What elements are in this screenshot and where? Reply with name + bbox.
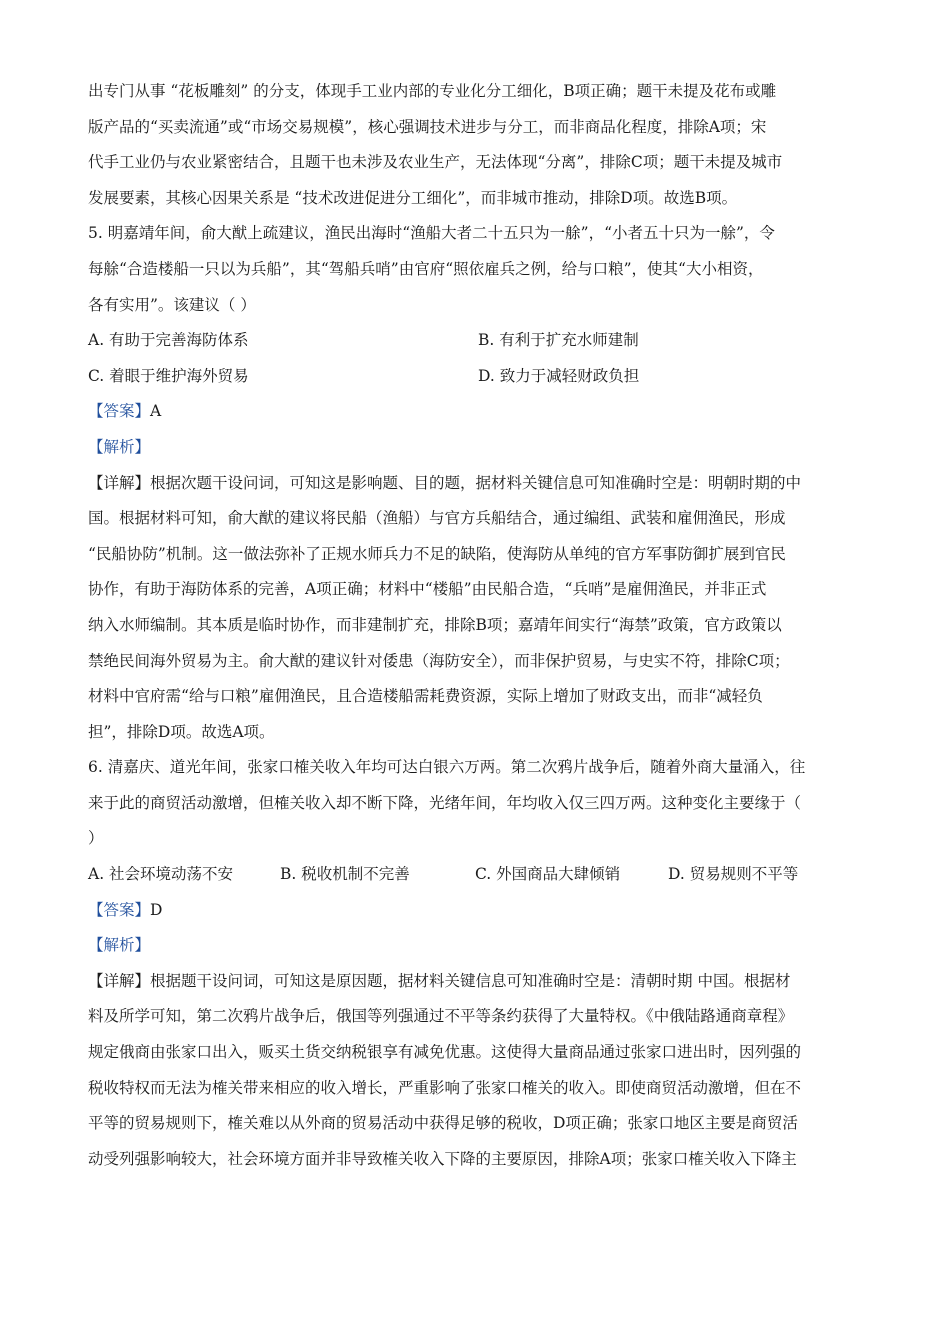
answer-tag: 【答案】: [88, 402, 151, 421]
detail-line: [88, 466, 868, 502]
detail-line: 规定俄商由张家口出入，贩买土货交纳税银享有减免优惠。这使得大量商品通过张家口进出时，因列强的: [88, 1043, 802, 1062]
question-5: [88, 216, 868, 750]
question-stem-line: 各有实用”。该建议（ ）: [88, 295, 256, 314]
option-c: C. 着眼于维护海外贸易: [88, 366, 249, 385]
text-line: 版产品的“买卖流通”或“市场交易规模”，核心强调技术进步与分工，而非商品化程度，排除A项；宋: [88, 117, 767, 136]
answer-line: [88, 893, 868, 929]
option-d: D. 致力于减轻财政负担: [478, 366, 640, 385]
detail-line: 材料中官府需“给与口粮”雇佣渔民，且合造楼船需耗费资源，实际上增加了财政支出，而非“减轻负: [88, 687, 763, 706]
detail-line: [88, 964, 868, 1000]
detail-line: 税收特权而无法为榷关带来相应的收入增长，严重影响了张家口榷关的收入。即使商贸活动激增，但在不: [88, 1078, 802, 1097]
text-line: 出专门从事 “花板雕刻” 的分支，体现手工业内部的专业化分工细化，B项正确；题干未提及花布或雕: [88, 82, 777, 100]
detail-text: 根据次题干设问词，可知这是影响题、目的题，据材料关键信息可知准确时空是：明朝时期的中: [150, 473, 802, 492]
detail-line: 国。根据材料可知，俞大猷的建议将民船（渔船）与官方兵船结合，通过编组、武装和雇佣渔民，形成: [88, 509, 786, 528]
question-6: [88, 750, 868, 1177]
answer-value: D: [150, 900, 163, 919]
question-stem-line: 来于此的商贸活动激增，但榷关收入却不断下降，光绪年间，年均收入仅三四万两。这种变化主要缘于（: [88, 793, 802, 812]
analysis-tag: 【解析】: [88, 936, 151, 955]
option-a: A. 社会环境动荡不安: [88, 865, 234, 884]
options-row: [88, 323, 868, 359]
option-a: A. 有助于完善海防体系: [88, 331, 249, 350]
option-c: C. 外国商品大肆倾销: [475, 865, 621, 884]
document-page: [88, 74, 868, 1177]
answer-value: A: [150, 402, 162, 421]
detail-line: “民船协防”机制。这一做法弥补了正规水师兵力不足的缺陷，使海防从单纯的官方军事防御扩展到官民: [88, 544, 786, 563]
analysis-line: [88, 928, 868, 964]
previous-question-explanation: [88, 74, 868, 216]
answer-line: [88, 394, 868, 430]
answer-tag: 【答案】: [88, 900, 151, 919]
detail-tag: 【详解】: [88, 971, 151, 990]
detail-line: 担”，排除D项。故选A项。: [88, 722, 275, 741]
detail-line: 料及所学可知，第二次鸦片战争后，俄国等列强通过不平等条约获得了大量特权。《中俄陆路通商章程》: [88, 1007, 794, 1026]
detail-line: 协作，有助于海防体系的完善，A项正确；材料中“楼船”由民船合造，“兵哨”是雇佣渔民，并非正式: [88, 580, 767, 599]
question-stem-line: 5. 明嘉靖年间，俞大猷上疏建议，渔民出海时“渔船大者二十五只为一艅”，“小者五十只为一艅”，令: [88, 224, 775, 243]
detail-line: 平等的贸易规则下，榷关难以从外商的贸易活动中获得足够的税收，D项正确；张家口地区主要是商贸活: [88, 1114, 798, 1133]
options-row: [88, 359, 868, 395]
analysis-tag: 【解析】: [88, 437, 151, 456]
detail-text: 根据题干设问词，可知这是原因题，据材料关键信息可知准确时空是：清朝时期 中国。根据材: [150, 971, 791, 990]
question-stem-line: 每艅“合造楼船一只以为兵船”，其“驾船兵哨”由官府“照依雇兵之例，给与口粮”，使其“大小相资，: [88, 259, 764, 278]
detail-line: 动受列强影响较大，社会环境方面并非导致榷关收入下降的主要原因，排除A项；张家口榷关收入下降主: [88, 1149, 797, 1168]
question-stem-line: ）: [88, 829, 104, 848]
detail-line: 纳入水师编制。其本质是临时协作，而非建制扩充，排除B项；嘉靖年间实行“海禁”政策，官方政策以: [88, 615, 782, 634]
option-b: B. 税收机制不完善: [280, 865, 410, 884]
text-line: 代手工业仍与农业紧密结合，且题干也未涉及农业生产，无法体现“分离”，排除C项；题干未提及城市: [88, 153, 783, 172]
options-row: [88, 857, 868, 893]
option-d: D. 贸易规则不平等: [668, 865, 799, 884]
text-line: 发展要素，其核心因果关系是 “技术改进促进分工细化”，而非城市推动，排除D项。故选B项。: [88, 188, 738, 207]
question-stem-line: 6. 清嘉庆、道光年间，张家口榷关收入年均可达白银六万两。第二次鸦片战争后，随着外商大量涌入，往: [88, 758, 806, 777]
detail-line: 禁绝民间海外贸易为主。俞大猷的建议针对倭患（海防安全），而非保护贸易，与史实不符，排除C项；: [88, 651, 790, 670]
analysis-line: [88, 430, 868, 466]
option-b: B. 有利于扩充水师建制: [478, 331, 639, 350]
detail-tag: 【详解】: [88, 473, 151, 492]
